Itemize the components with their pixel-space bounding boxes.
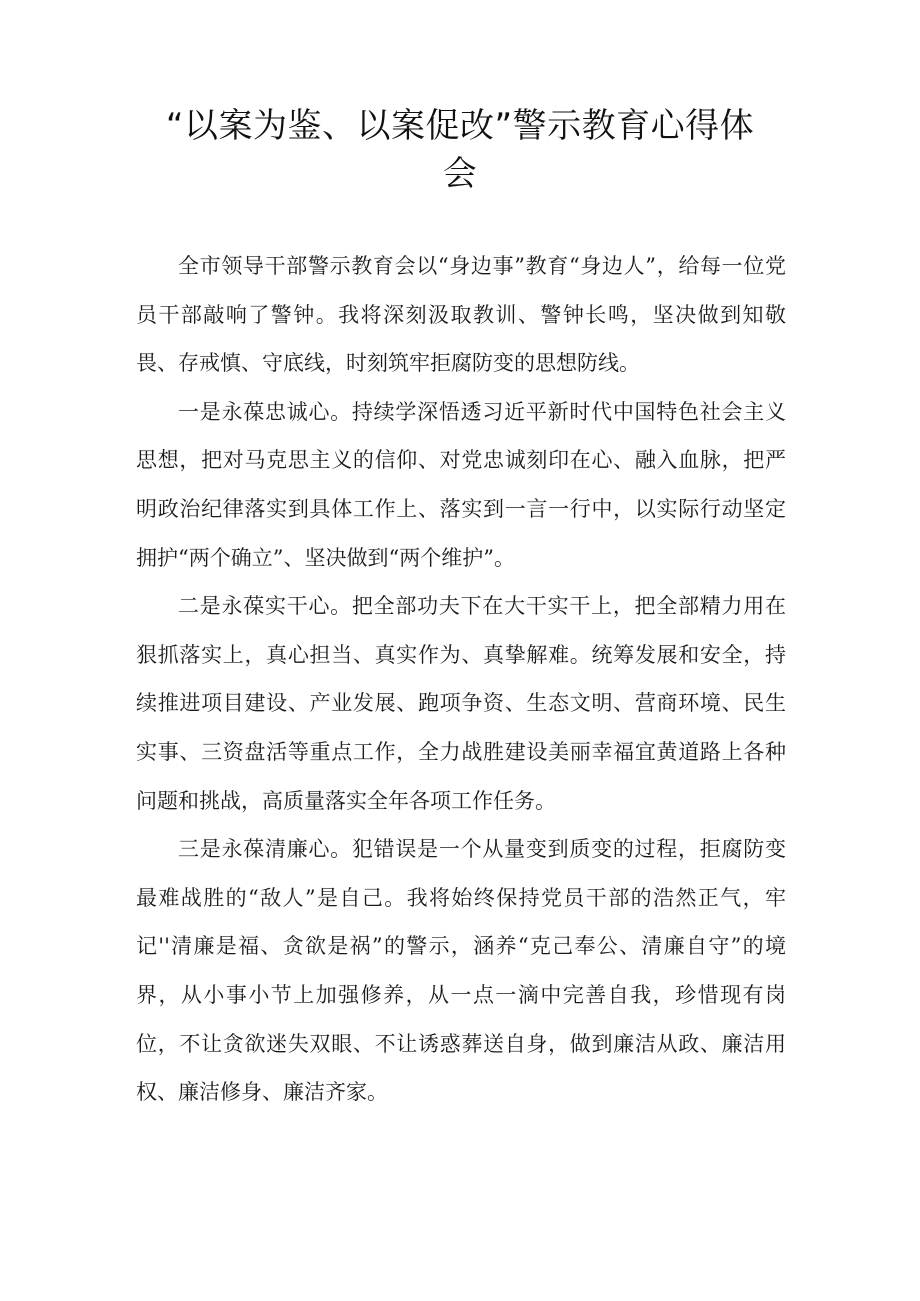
document-title: “以案为鉴、以案促改”警示教育心得体会 — [165, 106, 755, 194]
paragraph-hard-work: 二是永葆实干心。把全部功夫下在大干实干上，把全部精力用在狠抓落实上，真心担当、真实作为、真挚解难。统筹发展和安全，持续推进项目建设、产业发展、跑项争资、生态文明、营商环境、民生实事、三资盘活等重点工作，全力战胜建设美丽幸福宜黄道路上各种问题和挑战，高质量落实全年各项工作任务。 — [136, 594, 786, 813]
paragraph-integrity: 三是永葆清廉心。犯错误是一个从量变到质变的过程，拒腐防变最难战胜的“敌人”是自己。我将始终保持党员干部的浩然正气，牢记''清廉是福、贪欲是祸”的警示，涵养“克己奉公、清廉自守”的境界，从小事小节上加强修养，从一点一滴中完善自我，珍惜现有岗位，不让贪欲迷失双眼、不让诱惑葬送自身，做到廉洁从政、廉洁用权、廉洁修身、廉洁齐家。 — [136, 837, 786, 1105]
paragraph-intro: 全市领导干部警示教育会以“身边事”教育“身边人”，给每一位党员干部敲响了警钟。我将深刻汲取教训、警钟长鸣，坚决做到知敬畏、存戒慎、守底线，时刻筑牢拒腐防变的思想防线。 — [136, 254, 786, 376]
paragraph-loyalty: 一是永葆忠诚心。持续学深悟透习近平新时代中国特色社会主义思想，把对马克思主义的信仰、对党忠诚刻印在心、融入血脉，把严明政治纪律落实到具体工作上、落实到一言一行中，以实际行动坚定拥护“两个确立”、坚决做到“两个维护”。 — [136, 399, 786, 570]
document-body — [136, 242, 786, 1117]
